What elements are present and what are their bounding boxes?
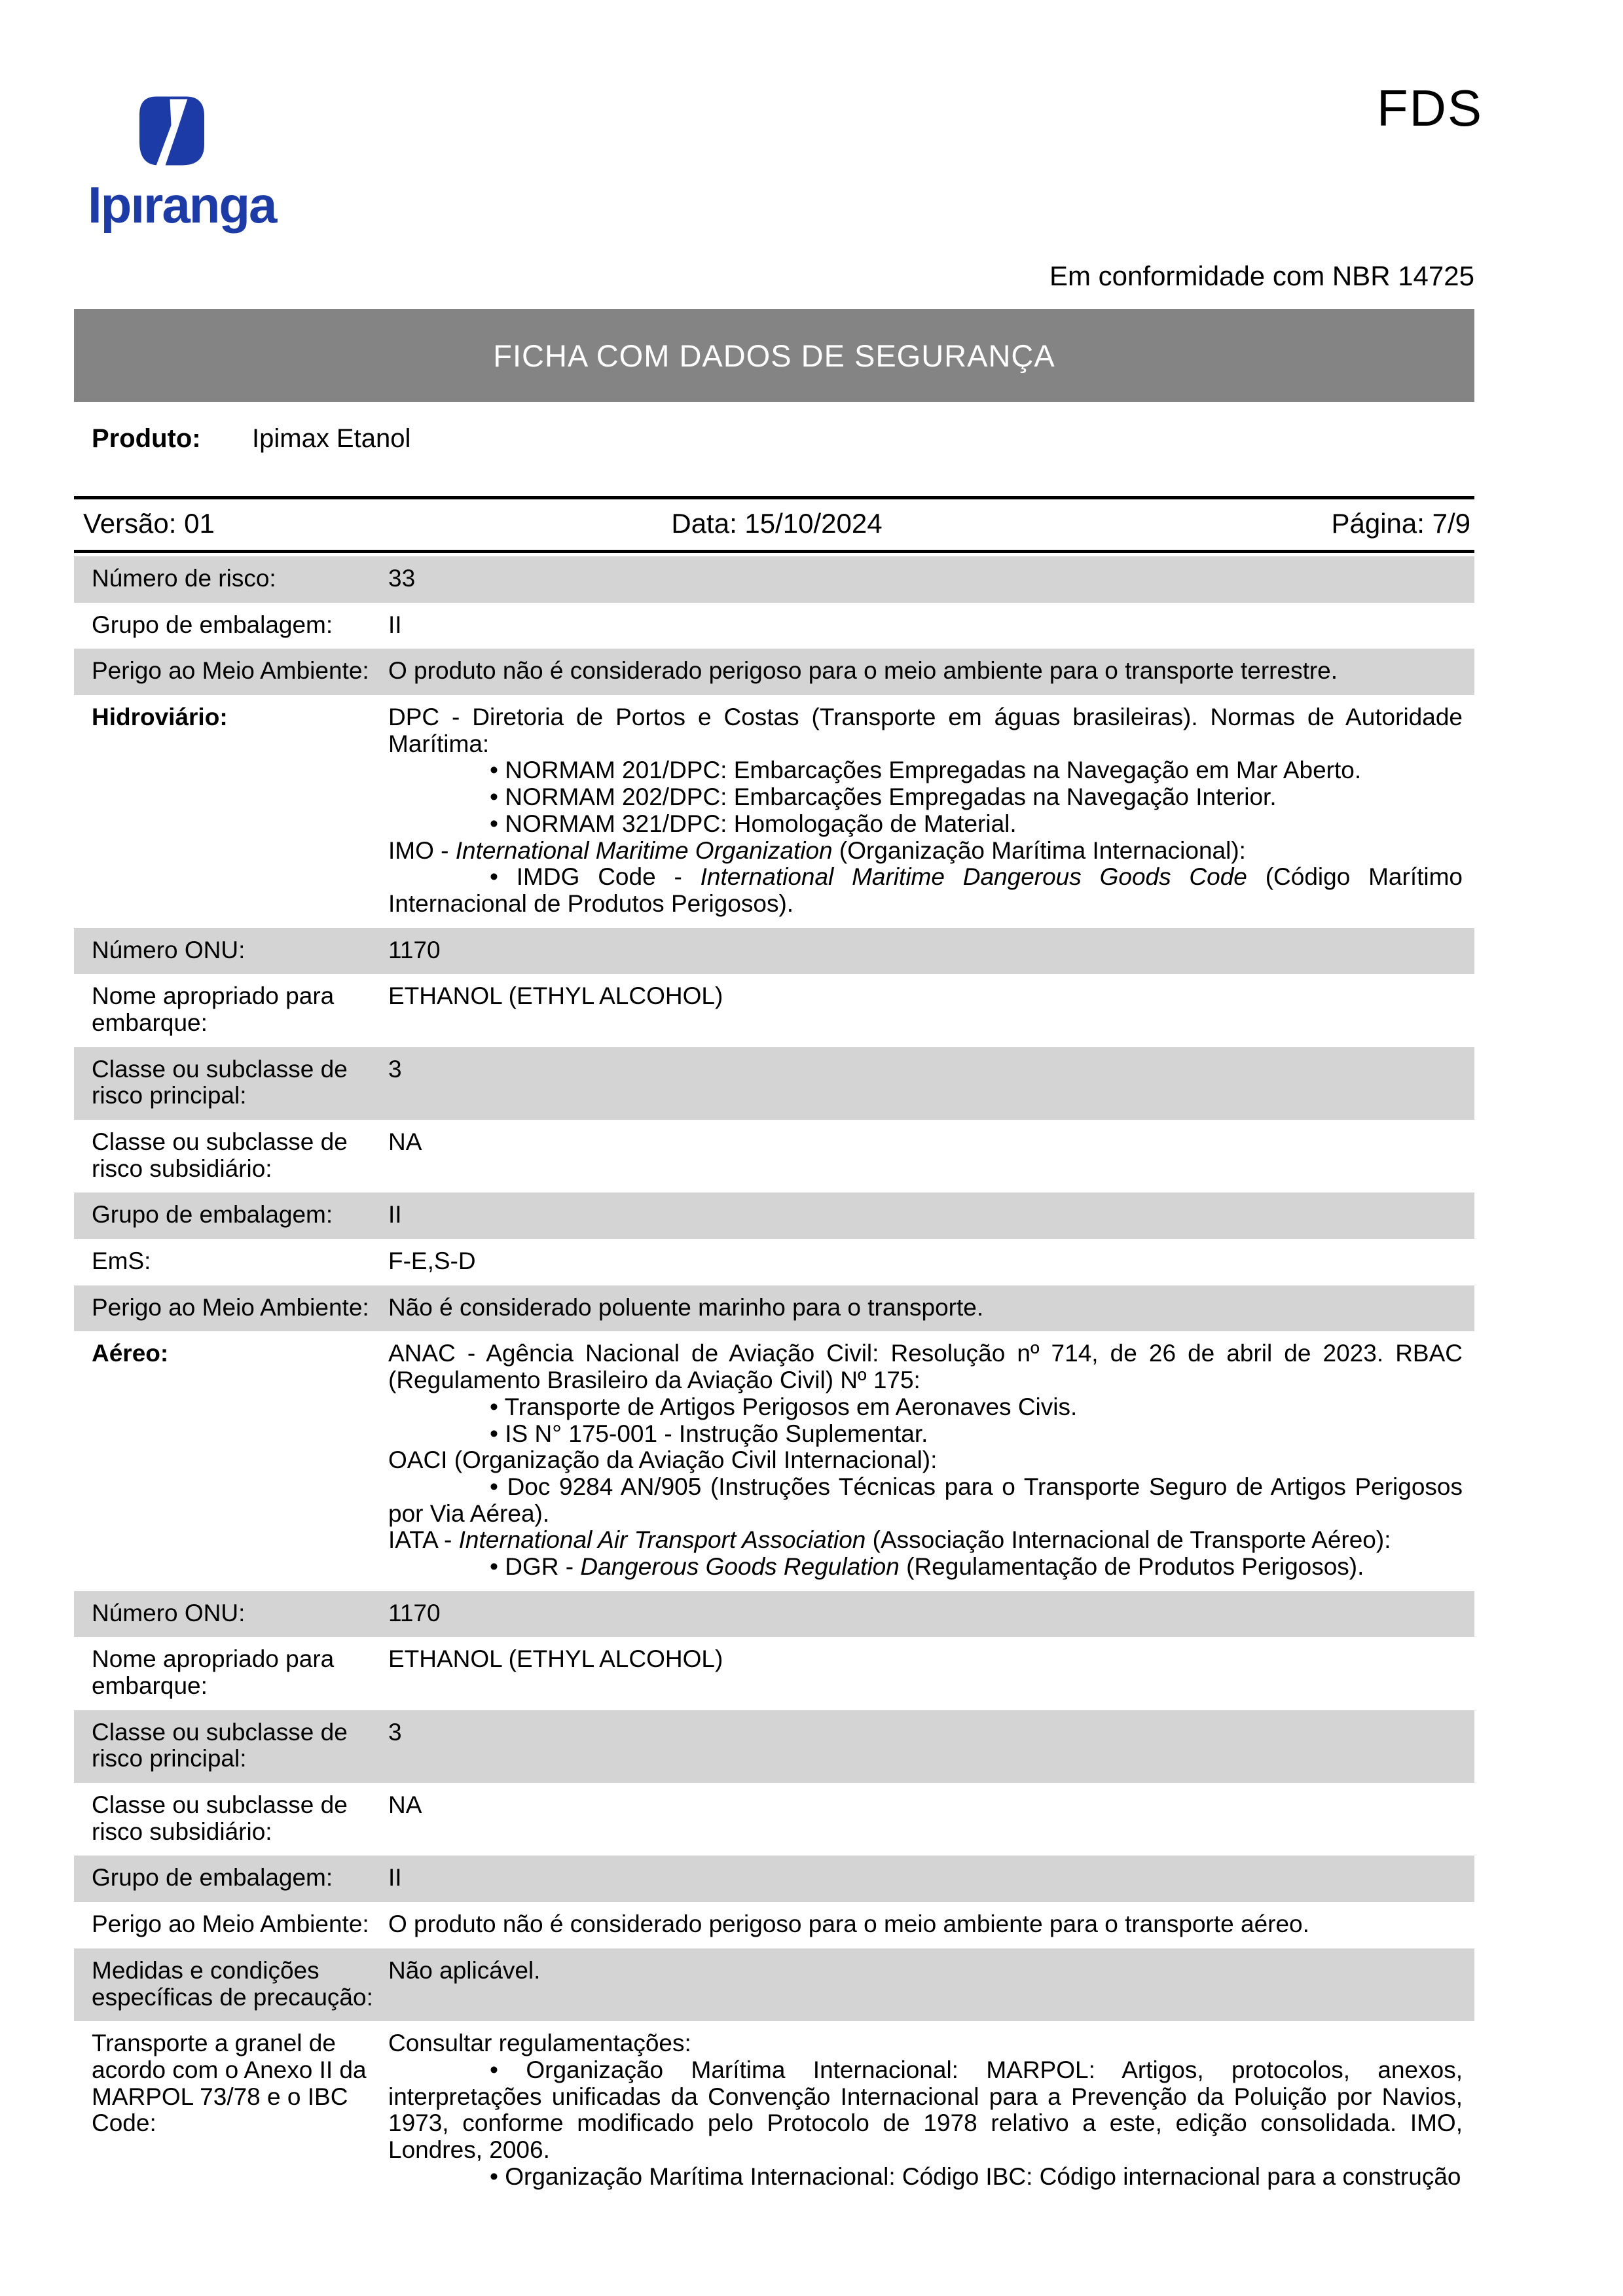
row-value: 3 bbox=[388, 1718, 402, 1746]
row-value: ETHANOL (ETHYL ALCOHOL) bbox=[388, 1645, 723, 1673]
row-label: Número de risco: bbox=[92, 565, 276, 592]
table-row bbox=[74, 1120, 1474, 1193]
table-row bbox=[74, 1193, 1474, 1239]
row-value: Não aplicável. bbox=[388, 1956, 541, 1984]
row-label: Perigo ao Meio Ambiente: bbox=[92, 1910, 369, 1938]
table-row bbox=[74, 928, 1474, 975]
row-label: Nome apropriado para embarque: bbox=[92, 982, 335, 1036]
row-value: ANAC - Agência Nacional de Aviação Civil: Resolução nº 714, de 26 de abril de 2023. RBAC (Regulamento Brasileiro da Aviação Civil) Nº 175: • Transporte de Artigos Perigosos em Aeronaves Civis. • IS N° 175-001 - Instrução Suplementar. OACI (Organização da Aviação Civil Internacional): • Doc 9284 AN/905 (Instruções Técnicas para o Transporte Seguro de Artigos Perigosos por Via Aérea). IATA - International Air Transport Association (Associação Internacional de Transporte Aéreo): • DGR - Dangerous Goods Regulation (Regulamentação de Produtos Perigosos). bbox=[388, 1340, 1463, 1580]
transport-info-table bbox=[74, 556, 1474, 2200]
row-label: Grupo de embalagem: bbox=[92, 1864, 333, 1892]
row-value: NA bbox=[388, 1128, 422, 1155]
row-label: Transporte a granel de acordo com o Anexo II da MARPOL 73/78 e o IBC Code: bbox=[92, 2030, 367, 2137]
row-label: Grupo de embalagem: bbox=[92, 1201, 333, 1229]
table-row bbox=[74, 603, 1474, 649]
row-label: Aéreo: bbox=[92, 1340, 169, 1367]
brand-wordmark: Ipıranga bbox=[88, 176, 276, 234]
row-value: NA bbox=[388, 1791, 422, 1819]
row-value: Consultar regulamentações: • Organização Marítima Internacional: MARPOL: Artigos, protocolos, anexos, interpretações unificadas da Convenção Internacional para a Prevenção da Poluição por Navios, 1973, conforme modificado pelo Protocolo de 1978 relativo a este, edição consolidada. IMO, Londres, 2006. • Organização Marítima Internacional: Código IBC: Código internacional para a construção bbox=[388, 2030, 1463, 2190]
table-row bbox=[74, 1856, 1474, 1902]
table-row bbox=[74, 649, 1474, 695]
row-label: Classe ou subclasse de risco subsidiário: bbox=[92, 1791, 348, 1845]
row-label: Classe ou subclasse de risco principal: bbox=[92, 1718, 348, 1772]
table-row bbox=[74, 1783, 1474, 1856]
table-row bbox=[74, 556, 1474, 603]
row-value: F-E,S-D bbox=[388, 1247, 476, 1275]
ipiranga-logo-icon bbox=[139, 96, 204, 166]
table-row bbox=[74, 1239, 1474, 1285]
row-label: Classe ou subclasse de risco principal: bbox=[92, 1055, 348, 1109]
row-label: Número ONU: bbox=[92, 936, 246, 963]
document-type-heading: FDS bbox=[1377, 79, 1483, 137]
title-bar bbox=[74, 309, 1474, 402]
product-line bbox=[92, 424, 410, 454]
row-value: ETHANOL (ETHYL ALCOHOL) bbox=[388, 982, 723, 1010]
conformity-note: Em conformidade com NBR 14725 bbox=[1049, 260, 1474, 291]
date-field: Data: 15/10/2024 bbox=[671, 508, 883, 539]
row-label: Perigo ao Meio Ambiente: bbox=[92, 657, 369, 685]
product-label: Produto: bbox=[92, 424, 201, 453]
row-value: II bbox=[388, 611, 402, 638]
table-row bbox=[74, 1591, 1474, 1638]
row-label: Grupo de embalagem: bbox=[92, 611, 333, 638]
table-row bbox=[74, 1902, 1474, 1948]
row-label: Número ONU: bbox=[92, 1599, 246, 1626]
table-row bbox=[74, 1637, 1474, 1710]
page-number-field: Página: 7/9 bbox=[1331, 508, 1470, 539]
row-label: Medidas e condições específicas de precaução: bbox=[92, 1956, 373, 2011]
row-label: Hidroviário: bbox=[92, 704, 228, 731]
table-row bbox=[74, 1047, 1474, 1120]
row-label: Classe ou subclasse de risco subsidiário: bbox=[92, 1128, 348, 1182]
table-row bbox=[74, 1285, 1474, 1332]
page-title: FICHA COM DADOS DE SEGURANÇA bbox=[493, 338, 1055, 373]
table-row bbox=[74, 1331, 1474, 1590]
row-label: EmS: bbox=[92, 1247, 151, 1275]
version-field: Versão: 01 bbox=[83, 508, 215, 539]
table-row bbox=[74, 974, 1474, 1047]
row-value: 1170 bbox=[388, 1599, 441, 1626]
row-value: 33 bbox=[388, 565, 416, 592]
table-row bbox=[74, 2021, 1474, 2200]
version-info-bar bbox=[74, 496, 1474, 553]
row-value: O produto não é considerado perigoso para o meio ambiente para o transporte aéreo. bbox=[388, 1910, 1309, 1938]
row-value: Não é considerado poluente marinho para o transporte. bbox=[388, 1293, 984, 1321]
row-value: DPC - Diretoria de Portos e Costas (Transporte em águas brasileiras). Normas de Autoridade Marítima: • NORMAM 201/DPC: Embarcações Empregadas na Navegação em Mar Aberto. • NORMAM 202/DPC: Embarcações Empregadas na Navegação Interior. • NORMAM 321/DPC: Homologação de Material. IMO - International Maritime Organization (Organização Marítima Internacional): • IMDG Code - International Maritime Dangerous Goods Code (Código Marítimo Internacional de Produtos Perigosos). bbox=[388, 704, 1463, 917]
row-value: II bbox=[388, 1864, 402, 1892]
row-value: 1170 bbox=[388, 936, 441, 963]
row-value: O produto não é considerado perigoso para o meio ambiente para o transporte terrestre. bbox=[388, 657, 1338, 685]
table-row bbox=[74, 695, 1474, 928]
product-value: Ipimax Etanol bbox=[252, 424, 411, 453]
row-value: II bbox=[388, 1201, 402, 1229]
row-value: 3 bbox=[388, 1055, 402, 1083]
row-label: Perigo ao Meio Ambiente: bbox=[92, 1293, 369, 1321]
row-label: Nome apropriado para embarque: bbox=[92, 1645, 335, 1699]
table-row bbox=[74, 1710, 1474, 1783]
table-row bbox=[74, 1948, 1474, 2021]
